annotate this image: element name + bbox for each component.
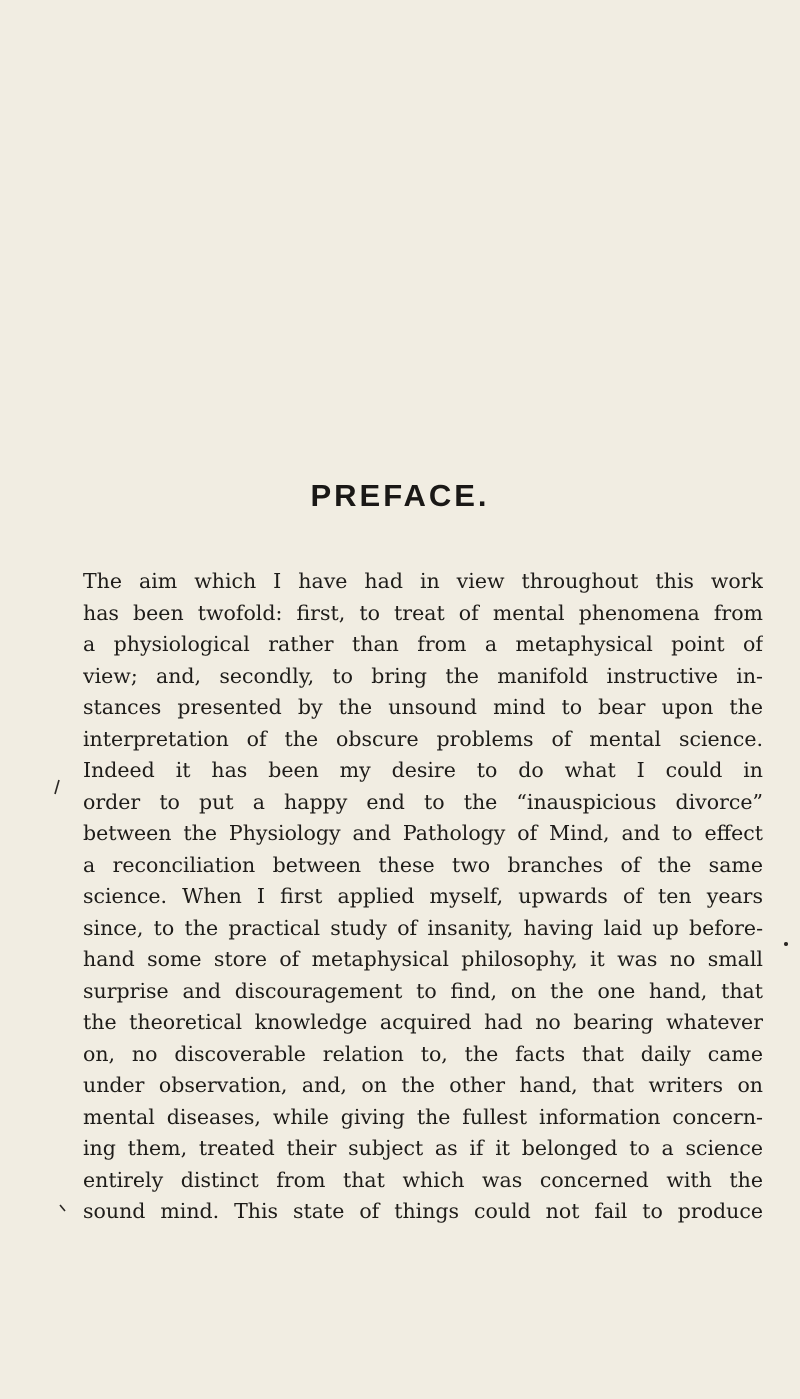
margin-tick-mark bbox=[58, 1203, 68, 1213]
preface-body bbox=[83, 566, 763, 1228]
text-line: hand some store of metaphysical philosophy, it was no small bbox=[83, 947, 763, 971]
text-line: has been twofold: first, to treat of mental phenomena from bbox=[83, 600, 763, 625]
margin-dot-mark bbox=[782, 940, 790, 948]
page-title: PREFACE. bbox=[310, 478, 490, 513]
text-line: order to put a happy end to the “inauspicious divorce” bbox=[83, 789, 763, 814]
text-line: since, to the practical study of insanity, having laid up before- bbox=[83, 915, 763, 940]
text-line: a reconciliation between these two branches of the same bbox=[83, 852, 763, 877]
text-line: sound mind. This state of things could not fail to produce bbox=[83, 1199, 763, 1223]
text-line: science. When I first applied myself, upwards of ten years bbox=[83, 884, 763, 908]
text-line: The aim which I have had in view throughout this work bbox=[83, 569, 763, 593]
text-line: entirely distinct from that which was concerned with the bbox=[83, 1167, 763, 1192]
margin-stroke-mark bbox=[52, 778, 62, 796]
text-line: surprise and discouragement to find, on the one hand, that bbox=[83, 978, 763, 1003]
text-line: interpretation of the obscure problems of mental science. bbox=[83, 726, 763, 751]
text-line: a physiological rather than from a metaphysical point of bbox=[83, 632, 763, 656]
text-line: view; and, secondly, to bring the manifold instructive in- bbox=[83, 663, 763, 688]
text-line: on, no discoverable relation to, the facts that daily came bbox=[83, 1041, 763, 1066]
text-line: under observation, and, on the other hand, that writers on bbox=[83, 1073, 763, 1097]
text-line: between the Physiology and Pathology of Mind, and to effect bbox=[83, 821, 763, 845]
text-line: mental diseases, while giving the fullest information concern- bbox=[83, 1104, 763, 1129]
text-line: ing them, treated their subject as if it belonged to a science bbox=[83, 1136, 763, 1160]
text-line: Indeed it has been my desire to do what I could in bbox=[83, 758, 763, 782]
text-line: the theoretical knowledge acquired had no bearing whatever bbox=[83, 1010, 763, 1034]
text-line: stances presented by the unsound mind to bear upon the bbox=[83, 695, 763, 719]
